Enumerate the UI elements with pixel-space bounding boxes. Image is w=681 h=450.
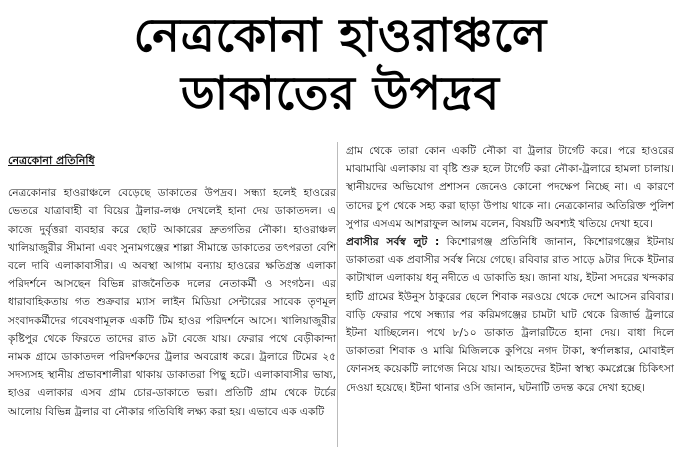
right-paragraph-2-text: কিশোরগঞ্জ প্রতিনিধি জানান, কিশোরগঞ্জের ইটনায় ডাকাতরা এক প্রবাসীর সর্বস্ব নিয়ে গেছে। রবিবার রাত সাড়ে ৯টার দিকে ইটনার কাটাখাল এলাকায় ধনু নদীতে এ ডাকাতি হয়। জানা যায়, ইটনা সদরের খন্দকার হাটি গ্রামের ইউনুস ঠাকুরের ছেলে শিবাক নরওয়ে থেকে দেশে আসেন রবিবার। বাড়ি ফেরার পথে সন্ধ্যার পর করিমগঞ্জের চামটা ঘাট থেকে রিজার্ভ ট্রলারে ইটনা যাচ্ছিলেন। পথে ৮/১০ ডাকাত ট্রলারটিতে হানা দেয়। বাধা দিলে ডাকাতরা শিবাক ও মাঝি মিজিলকে কুপিয়ে নগদ টাকা, স্বর্ণালঙ্কার, মোবাইল ফোনসহ কয়েকটি লাগেজ নিয়ে যায়। আহতদের ইটনা স্বাস্থ্য কমপ্লেক্সে চিকিৎসা দেওয়া হয়েছে। ইটনা থানার ওসি জানান, ঘটনাটি তদন্ত করে দেখা হচ্ছে। (346, 236, 674, 394)
headline (0, 6, 681, 122)
left-column (8, 152, 336, 421)
right-column (346, 142, 674, 397)
right-paragraph-1: গ্রাম থেকে তারা কোন একটি নৌকা বা ট্রলার টার্গেট করে। পরে হাওরের মাঝামাঝি এলাকায় বা বৃষ্টি শুরু হলে টার্গেট করা নৌকা-ট্রলারে হামলা চালায়। স্থানীয়দের অভিযোগ প্রশাসন জেনেও কোনো পদক্ষেপ নিচ্ছে না। এ কারণে তাদের চুপ থেকে সহ্য করা ছাড়া উপায় থাকে না। নেত্রকোনার অতিরিক্ত পুলিশ সুপার এসএম আশরাফুল আলম বলেন, বিষয়টি অবশ্যই খতিয়ে দেখা হবে। (346, 145, 674, 230)
column-divider (337, 142, 338, 447)
headline-line-1: নেত্রকোনা হাওরাঞ্চলে (133, 8, 548, 62)
headline-line-2: ডাকাতের উপদ্রব (180, 66, 501, 120)
left-paragraph: নেত্রকোনার হাওরাঞ্চলে বেড়েছে ডাকাতের উপদ্রব। সন্ধ্যা হলেই হাওরের ভেতরে যাত্রাবাহী বা বিয়ের ট্রলার-লঞ্চ দেখলেই হানা দেয় ডাকাতদল। এ কাজে দুর্বৃত্তরা ব্যবহার করে ছোট আকারের দ্রুতগতির নৌকা। হাওরাঞ্চল খালিয়াজুরীর সীমানা এবং সুনামগঞ্জের শাল্লা সীমান্তে ডাকাতের তৎপরতা বেশি বলে দাবি এলাকাবাসীর। এ অবস্থা আগাম বন্যায় হাওরের ক্ষতিগ্রস্ত এলাকা পরিদর্শনে আসছেন বিভিন্ন রাজনৈতিক দলের নেতাকর্মী ও সংগঠন। এর ধারাবাহিকতায় গত শুক্রবার ম্যাস লাইন মিডিয়া সেন্টারের সাবেক তৃণমূল সংবাদকর্মীদের গবেষণামূলক একটি টিম হাওর পরিদর্শনে আসে। খালিয়াজুরীর কৃষ্টিপুর থেকে ফিরতে তাদের রাত ৯টা বেজে যায়। ফেরার পথে বেড়ীকান্দা নামক গ্রামে ডাকাতদল পরিদর্শকদের ট্রলার অবরোধ করে। ট্রলারে টিমের ২৫ সদস্যসহ স্থানীয় প্রভাবশালীরা থাকায় ডাকাতরা পিছু হটে। এলাকাবাসীর ভাষ্য, হাওর এলাকার এসব গ্রাম চোর-ডাকাতে ভরা। প্রতিটি গ্রাম থেকে টর্চের আলোয় বিভিন্ন ট্রলার বা নৌকার গতিবিধি লক্ষ্য করা হয়। এভাবে এক একটি (8, 187, 336, 418)
right-paragraph-2 (346, 233, 674, 397)
byline: নেত্রকোনা প্রতিনিধি (8, 154, 95, 167)
section-subhead: প্রবাসীর সর্বস্ব লুট : (346, 236, 440, 249)
